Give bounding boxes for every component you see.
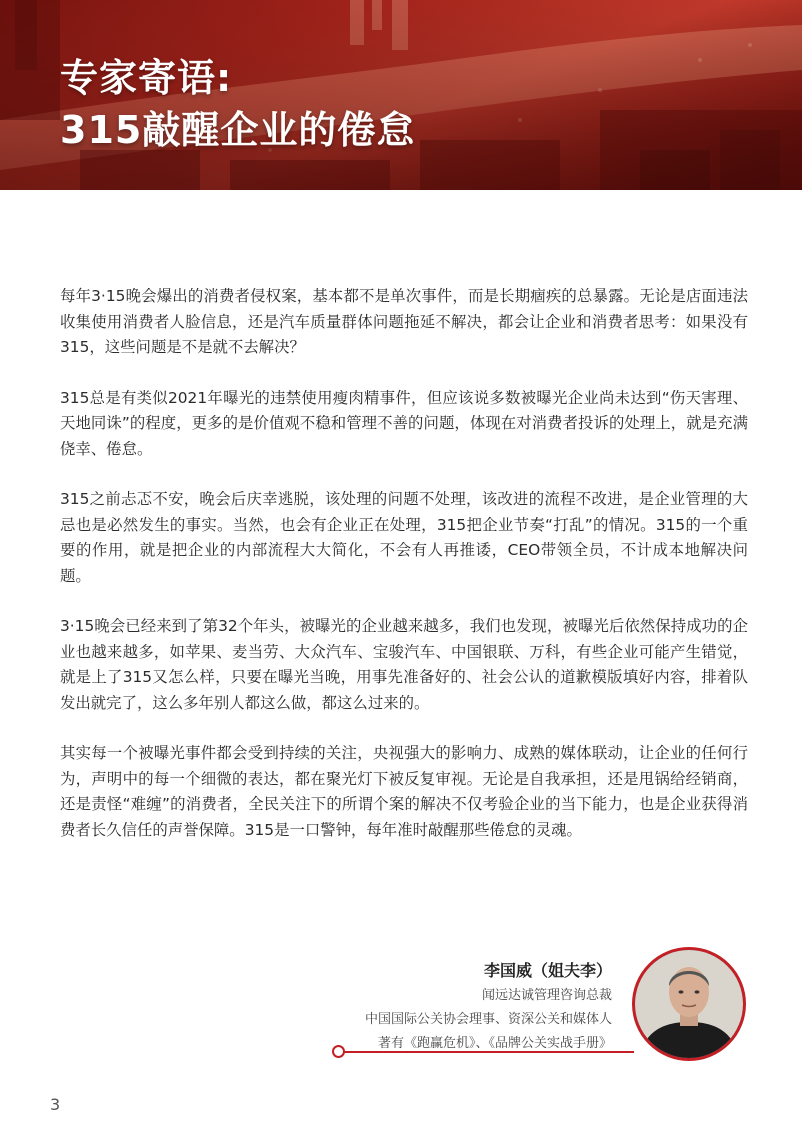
paragraph-5: 其实每一个被曝光事件都会受到持续的关注，央视强大的影响力、成熟的媒体联动，让企业的任何行为，声明中的每一个细微的表达，都在聚光灯下被反复审视。无论是自我承担，还是甩锅给经销商，还是责怪“难缠”的消费者，全民关注下的所谓个案的解决不仅考验企业的当下能力，也是企业获得消费者长久信任的声誉保障。315是一口警钟，每年准时敲醒那些倦怠的灵魂。 — [60, 744, 748, 839]
author-title-2: 中国国际公关协会理事、资深公关和媒体人 — [364, 1012, 612, 1027]
avatar — [632, 947, 746, 1061]
author-name: 李国威（姐夫李） — [483, 961, 612, 980]
portrait-icon — [635, 950, 743, 1058]
page-title — [60, 52, 415, 156]
author-title-1: 闻远达诚管理咨询总裁 — [481, 988, 612, 1003]
paragraph-1: 每年3·15晚会爆出的消费者侵权案，基本都不是单次事件，而是长期痼疾的总暴露。无论是店面违法收集使用消费者人脸信息，还是汽车质量群体问题拖延不解决，都会让企业和消费者思考：如果没有315，这些问题是不是就不去解决？ — [60, 287, 748, 356]
paragraph-3: 315之前忐忑不安，晚会后庆幸逃脱，该处理的问题不处理，该改进的流程不改进，是企业管理的大忌也是必然发生的事实。当然，也会有企业正在处理，315把企业节奏“打乱”的情况。315的一个重要的作用，就是把企业的内部流程大大简化，不会有人再推诿，CEO带领全员，不计成本地解决问题。 — [60, 490, 748, 585]
page-number: 3 — [50, 1095, 61, 1114]
page-title-line-2: 315敲醒企业的倦怠 — [60, 108, 416, 152]
author-rule — [344, 1051, 634, 1053]
page-title-line-1: 专家寄语: — [60, 56, 233, 100]
article-body — [60, 284, 748, 868]
author-info — [365, 958, 612, 1055]
author-title-3: 著有《跑赢危机》、《品牌公关实战手册》 — [377, 1036, 612, 1051]
paragraph-2: 315总是有类似2021年曝光的违禁使用瘦肉精事件，但应该说多数被曝光企业尚未达到“伤天害理、天地同诛”的程度，更多的是价值观不稳和管理不善的问题，体现在对消费者投诉的处理上，就是充满侥幸、倦怠。 — [60, 388, 748, 458]
header-banner — [0, 0, 802, 190]
paragraph-4: 3·15晚会已经来到了第32个年头，被曝光的企业越来越多，我们也发现，被曝光后依然保持成功的企业也越来越多，如苹果、麦当劳、大众汽车、宝骏汽车、中国银联、万科，有些企业可能产生错觉，就是上了315又怎么样，只要在曝光当晚，用事先准备好的、社会公认的道歉模版填好内容，排着队发出就完了，这么多年别人都这么做，都这么过来的。 — [60, 617, 748, 712]
